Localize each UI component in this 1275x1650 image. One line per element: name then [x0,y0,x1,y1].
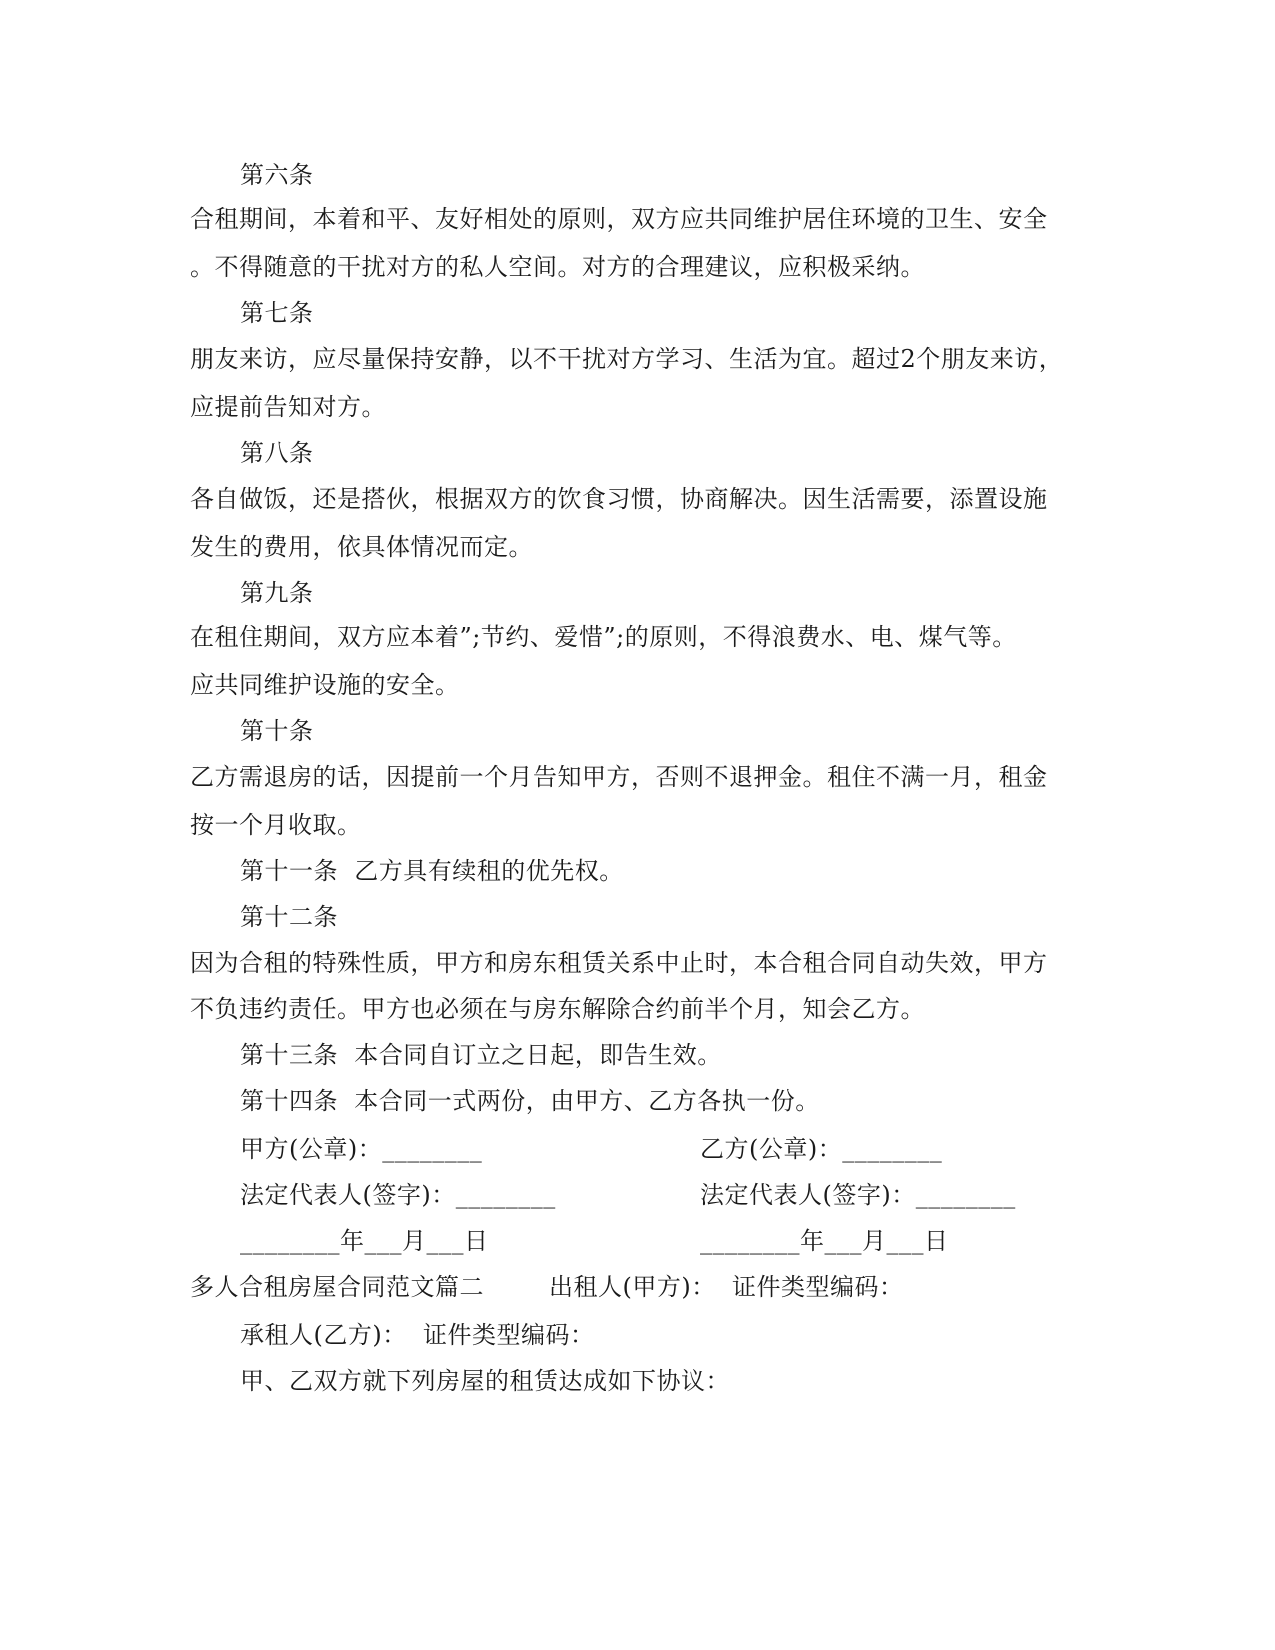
article-6-body-line-1: 合租期间，本着和平、友好相处的原则，双方应共同维护居住环境的卫生、安全 [190,205,1048,233]
second-contract-title-line: 多人合租房屋合同范文篇二 出租人(甲方)： 证件类型编码： [190,1273,904,1301]
article-10-body-line-1: 乙方需退房的话，因提前一个月告知甲方，否则不退押金。租住不满一月，租金 [190,763,1048,791]
article-8-heading: 第八条 [240,439,314,467]
party-b-seal-field: 乙方(公章)：________ [700,1135,943,1163]
party-b-date-field: ________年___月___日 [700,1227,949,1255]
article-6-heading: 第六条 [240,161,314,189]
article-13: 第十三条 本合同自订立之日起，即告生效。 [240,1041,722,1069]
article-8-body-line-2: 发生的费用，依具体情况而定。 [190,533,533,561]
article-6-body-line-2: 。不得随意的干扰对方的私人空间。对方的合理建议，应积极采纳。 [190,253,925,281]
party-a-date-field: ________年___月___日 [240,1227,489,1255]
article-14: 第十四条 本合同一式两份，由甲方、乙方各执一份。 [240,1087,820,1115]
party-b-representative-field: 法定代表人(签字)：________ [700,1181,1016,1209]
party-a-seal-field: 甲方(公章)：________ [240,1135,483,1163]
article-10-body-line-2: 按一个月收取。 [190,811,362,839]
article-12-heading: 第十二条 [240,903,338,931]
agreement-intro-line: 甲、乙双方就下列房屋的租赁达成如下协议： [240,1367,730,1395]
article-8-body-line-1: 各自做饭，还是搭伙，根据双方的饮食习惯，协商解决。因生活需要，添置设施 [190,485,1048,513]
article-12-body-line-1: 因为合租的特殊性质，甲方和房东租赁关系中止时，本合租合同自动失效，甲方 [190,949,1048,977]
article-7-heading: 第七条 [240,299,314,327]
article-12-body-line-2: 不负违约责任。甲方也必须在与房东解除合约前半个月，知会乙方。 [190,995,925,1023]
lessee-line: 承租人(乙方)： 证件类型编码： [240,1321,595,1349]
article-7-body-line-2: 应提前告知对方。 [190,393,386,421]
article-9-heading: 第九条 [240,579,314,607]
article-9-body-line-1: 在租住期间，双方应本着”;节约、爱惜”;的原则，不得浪费水、电、煤气等。 [190,623,1017,651]
article-7-body-line-1: 朋友来访，应尽量保持安静，以不干扰对方学习、生活为宜。超过2个朋友来访， [190,345,1064,373]
party-a-representative-field: 法定代表人(签字)：________ [240,1181,556,1209]
article-11: 第十一条 乙方具有续租的优先权。 [240,857,624,885]
article-9-body-line-2: 应共同维护设施的安全。 [190,671,460,699]
article-10-heading: 第十条 [240,717,314,745]
